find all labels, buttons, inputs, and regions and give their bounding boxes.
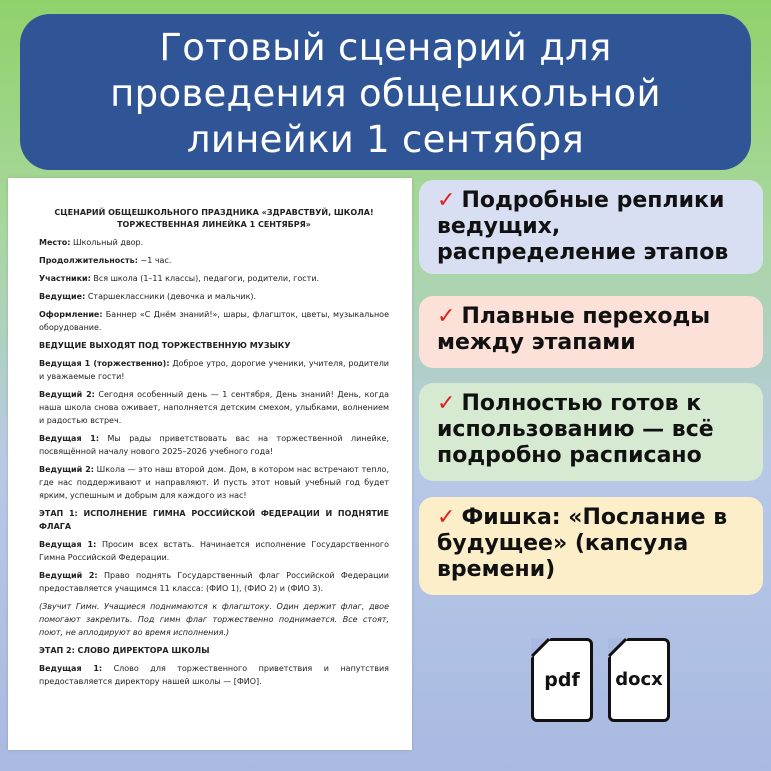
docx-file-icon [608, 638, 670, 722]
feature-text: Плавные переходы между этапами [437, 304, 711, 355]
participants-value: Вся школа (1–11 классы), педагоги, родители, гости. [90, 274, 320, 283]
script-line [39, 357, 389, 383]
pdf-label: pdf [544, 669, 580, 691]
section-stage-1: ЭТАП 1: ИСПОЛНЕНИЕ ГИМНА РОССИЙСКОЙ ФЕДЕРАЦИИ И ПОДНЯТИЕ ФЛАГА [39, 509, 389, 531]
hosts-label: Ведущие: [39, 292, 86, 301]
duration-label: Продолжительность: [39, 256, 138, 265]
duration-value: ~1 час. [137, 256, 172, 265]
fold-corner-icon [531, 638, 550, 657]
feature-text: Подробные реплики ведущих, распределение этапов [437, 188, 729, 265]
speaker-text: Сегодня особенный день — 1 сентября, День знаний! День, когда наша школа снова оживает, наполняется детским смехом, улыбками, волнением и радостью встреч. [39, 390, 389, 425]
check-icon: ✓ [437, 505, 456, 530]
speaker-label: Ведущий 2: [39, 571, 98, 580]
speaker-text: Просим всех встать. Начинается исполнение Государственного Гимна Российской Федерации. [39, 540, 389, 562]
decor-line [39, 308, 389, 334]
section-stage-2: ЭТАП 2: СЛОВО ДИРЕКТОРА ШКОЛЫ [39, 646, 210, 655]
speaker-label: Ведущая 1: [39, 540, 97, 549]
speaker-label: Ведущий 2: [39, 390, 95, 399]
place-line [39, 236, 389, 249]
pdf-file-icon [531, 638, 593, 722]
speaker-text: Мы рады приветствовать вас на торжественной линейке, посвящённой началу нового 2025–2026 учебного года! [39, 434, 389, 456]
script-line [39, 463, 389, 502]
speaker-text: Право поднять Государственный флаг Российской Федерации предоставляется учащимся 11 класса: (ФИО 1), (ФИО 2) и (ФИО 3). [39, 571, 389, 593]
duration-line [39, 254, 389, 267]
feature-text: Полностью готов к использованию — всё подробно расписано [437, 391, 714, 468]
place-label: Место: [39, 238, 71, 247]
check-icon: ✓ [437, 188, 456, 213]
document-preview [8, 178, 412, 750]
check-icon: ✓ [437, 391, 456, 416]
speaker-label: Ведущая 1: [39, 664, 103, 673]
place-value: Школьный двор. [70, 238, 144, 247]
speaker-text: Доброе утро, дорогие ученики, учителя, родители и уважаемые гости! [39, 359, 389, 381]
script-line [39, 388, 389, 427]
decor-label: Оформление: [39, 310, 103, 319]
speaker-text: Школа — это наш второй дом. Дом, в котором нас встречают тепло, где нас поддерживают и направляют. И пусть этот новый учебный год будет ярким, успешным и добрым для каждого из нас! [39, 465, 389, 500]
script-line [39, 432, 389, 458]
script-line [39, 662, 389, 688]
speaker-text: Слово для торжественного приветствия и напутствия предоставляется директору нашей школы — [ФИО]. [39, 664, 389, 686]
participants-line [39, 272, 389, 285]
speaker-label: Ведущая 1 (торжественно): [39, 359, 170, 368]
section-hosts-enter: ВЕДУЩИЕ ВЫХОДЯТ ПОД ТОРЖЕСТВЕННУЮ МУЗЫКУ [39, 341, 291, 350]
title-banner [20, 14, 751, 170]
check-icon: ✓ [437, 304, 456, 329]
feature-text: Фишка: «Послание в будущее» (капсула времени) [437, 505, 728, 582]
hosts-line [39, 290, 389, 303]
banner-title: Готовый сценарий для проведения общешкольной линейки 1 сентября [110, 26, 661, 161]
participants-label: Участники: [39, 274, 91, 283]
hosts-value: Старшеклассники (девочка и мальчик). [85, 292, 257, 301]
fold-corner-icon [608, 638, 627, 657]
feature-card-ready [419, 383, 763, 481]
stage-note: (Звучит Гимн. Учащиеся поднимаются к флагштоку. Один держит флаг, двое помогают закрепить. Под гимн флаг торжественно поднимается. Все стоят, поют, не аплодируют во время исполнения.) [39, 602, 389, 637]
feature-card-transitions [419, 296, 763, 368]
document-title: СЦЕНАРИЙ ОБЩЕШКОЛЬНОГО ПРАЗДНИКА «ЗДРАВСТВУЙ, ШКОЛА! ТОРЖЕСТВЕННАЯ ЛИНЕЙКА 1 СЕНТЯБРЯ» [54, 208, 374, 229]
decor-value: Баннер «С Днём знаний!», шары, флагшток, цветы, музыкальное оборудование. [39, 310, 389, 332]
script-line [39, 569, 389, 595]
script-line [39, 538, 389, 564]
feature-card-capsule [419, 497, 763, 595]
speaker-label: Ведущая 1: [39, 434, 100, 443]
docx-label: docx [615, 669, 663, 690]
feature-card-lines [419, 180, 763, 274]
speaker-label: Ведущий 2: [39, 465, 94, 474]
